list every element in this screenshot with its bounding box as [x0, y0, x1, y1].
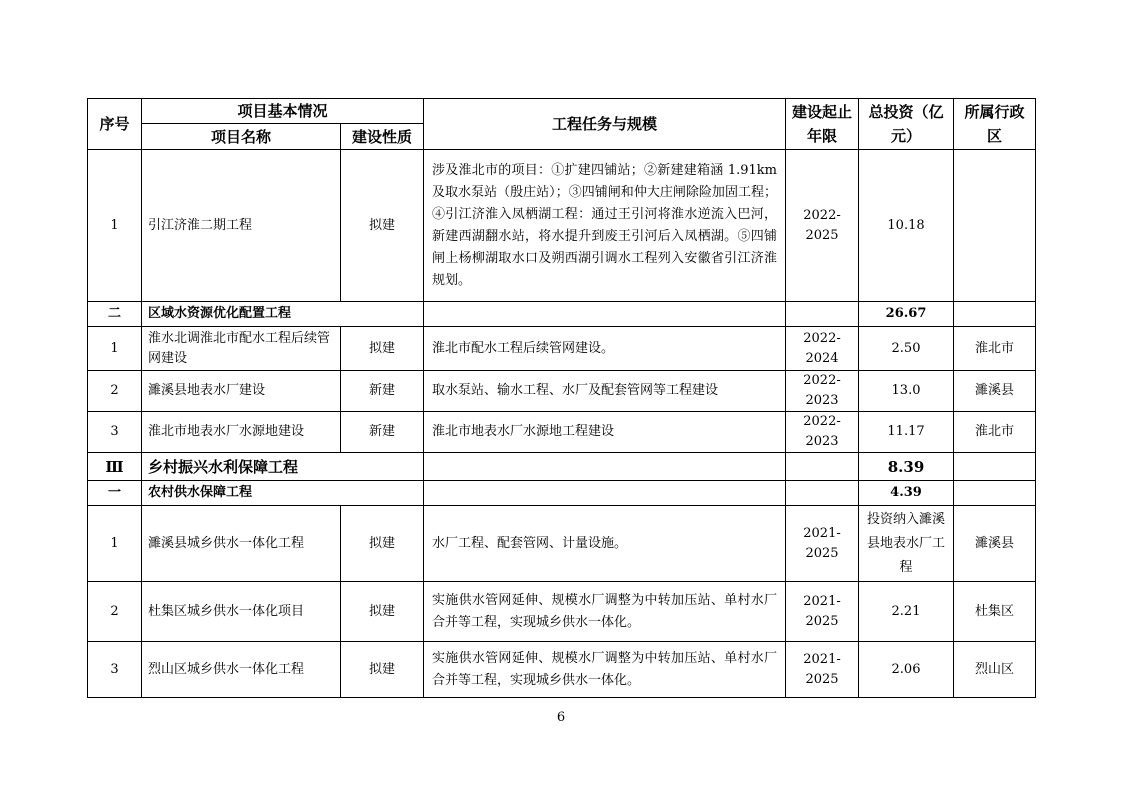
cell-district: 淮北市 — [954, 412, 1036, 453]
header-investment: 总投资（亿元） — [859, 99, 954, 150]
header-basic-info: 项目基本情况 — [142, 99, 424, 124]
cell-district: 濉溪县 — [954, 506, 1036, 582]
header-seq: 序号 — [88, 99, 142, 150]
cell-investment: 26.67 — [859, 302, 954, 327]
cell-district: 淮北市 — [954, 327, 1036, 371]
cell-nature: 拟建 — [341, 327, 424, 371]
table-row — [88, 412, 1036, 453]
cell-seq: 1 — [88, 150, 142, 302]
cell-investment: 2.50 — [859, 327, 954, 371]
cell-empty — [424, 481, 786, 506]
header-district: 所属行政区 — [954, 99, 1036, 150]
table-row — [88, 327, 1036, 371]
table-row — [88, 642, 1036, 698]
cell-name: 引江济淮二期工程 — [142, 150, 341, 302]
cell-empty — [954, 453, 1036, 481]
cell-period: 2022-2023 — [786, 371, 859, 412]
cell-empty — [786, 453, 859, 481]
cell-scope: 涉及淮北市的项目：①扩建四铺站；②新建建箱涵 1.91km 及取水泵站（殷庄站）；③四铺闸和仲大庄闸除险加固工程；④引江济淮入凤栖湖工程：通过王引河将淮水逆流入巴河，新建西湖翻水站，将水提升到废王引河后入凤栖湖。⑤四铺闸上杨柳湖取水口及朔西湖引调水工程列入安徽省引江济淮规划。 — [424, 150, 786, 302]
cell-seq: 3 — [88, 642, 142, 698]
cell-period: 2022-2023 — [786, 412, 859, 453]
cell-period: 2021-2025 — [786, 506, 859, 582]
cell-investment: 投资纳入濉溪县地表水厂工程 — [859, 506, 954, 582]
cell-section-name: 区域水资源优化配置工程 — [142, 302, 424, 327]
cell-scope: 取水泵站、输水工程、水厂及配套管网等工程建设 — [424, 371, 786, 412]
cell-empty — [786, 302, 859, 327]
table-body — [88, 150, 1036, 698]
cell-investment: 13.0 — [859, 371, 954, 412]
cell-name: 烈山区城乡供水一体化工程 — [142, 642, 341, 698]
cell-empty — [954, 302, 1036, 327]
cell-nature: 拟建 — [341, 582, 424, 642]
cell-nature: 新建 — [341, 371, 424, 412]
project-table — [87, 98, 1036, 698]
cell-seq: 一 — [88, 481, 142, 506]
cell-section-name: 乡村振兴水利保障工程 — [142, 453, 424, 481]
cell-nature: 拟建 — [341, 506, 424, 582]
cell-name: 濉溪县地表水厂建设 — [142, 371, 341, 412]
cell-seq: Ⅲ — [88, 453, 142, 481]
cell-district: 烈山区 — [954, 642, 1036, 698]
cell-nature: 新建 — [341, 412, 424, 453]
cell-empty — [424, 302, 786, 327]
cell-district: 濉溪县 — [954, 371, 1036, 412]
cell-empty — [424, 453, 786, 481]
table-row — [88, 582, 1036, 642]
cell-name: 濉溪县城乡供水一体化工程 — [142, 506, 341, 582]
cell-district — [954, 150, 1036, 302]
cell-name: 淮北市地表水厂水源地建设 — [142, 412, 341, 453]
cell-investment: 4.39 — [859, 481, 954, 506]
cell-investment: 2.06 — [859, 642, 954, 698]
header-name: 项目名称 — [142, 124, 341, 150]
cell-seq: 二 — [88, 302, 142, 327]
cell-seq: 2 — [88, 582, 142, 642]
cell-seq: 2 — [88, 371, 142, 412]
cell-seq: 1 — [88, 506, 142, 582]
cell-nature: 拟建 — [341, 642, 424, 698]
cell-empty — [786, 481, 859, 506]
cell-nature: 拟建 — [341, 150, 424, 302]
cell-empty — [954, 481, 1036, 506]
cell-district: 杜集区 — [954, 582, 1036, 642]
cell-period: 2022-2024 — [786, 327, 859, 371]
cell-scope: 水厂工程、配套管网、计量设施。 — [424, 506, 786, 582]
table-row — [88, 150, 1036, 302]
cell-period: 2022-2025 — [786, 150, 859, 302]
header-period: 建设起止年限 — [786, 99, 859, 150]
cell-investment: 11.17 — [859, 412, 954, 453]
cell-investment: 10.18 — [859, 150, 954, 302]
cell-seq: 1 — [88, 327, 142, 371]
cell-name: 杜集区城乡供水一体化项目 — [142, 582, 341, 642]
cell-period: 2021-2025 — [786, 582, 859, 642]
cell-investment: 8.39 — [859, 453, 954, 481]
cell-seq: 3 — [88, 412, 142, 453]
page-number: 6 — [556, 710, 566, 725]
cell-name: 淮水北调淮北市配水工程后续管网建设 — [142, 327, 341, 371]
section-row — [88, 453, 1036, 481]
cell-period: 2021-2025 — [786, 642, 859, 698]
cell-section-name: 农村供水保障工程 — [142, 481, 424, 506]
cell-investment: 2.21 — [859, 582, 954, 642]
header-nature: 建设性质 — [341, 124, 424, 150]
cell-scope: 淮北市配水工程后续管网建设。 — [424, 327, 786, 371]
cell-scope: 实施供水管网延伸、规模水厂调整为中转加压站、单村水厂合并等工程，实现城乡供水一体化。 — [424, 582, 786, 642]
table-row — [88, 371, 1036, 412]
table-row — [88, 506, 1036, 582]
header-scope: 工程任务与规模 — [424, 99, 786, 150]
cell-scope: 淮北市地表水厂水源地工程建设 — [424, 412, 786, 453]
cell-scope: 实施供水管网延伸、规模水厂调整为中转加压站、单村水厂合并等工程，实现城乡供水一体化。 — [424, 642, 786, 698]
section-row — [88, 302, 1036, 327]
section-row — [88, 481, 1036, 506]
